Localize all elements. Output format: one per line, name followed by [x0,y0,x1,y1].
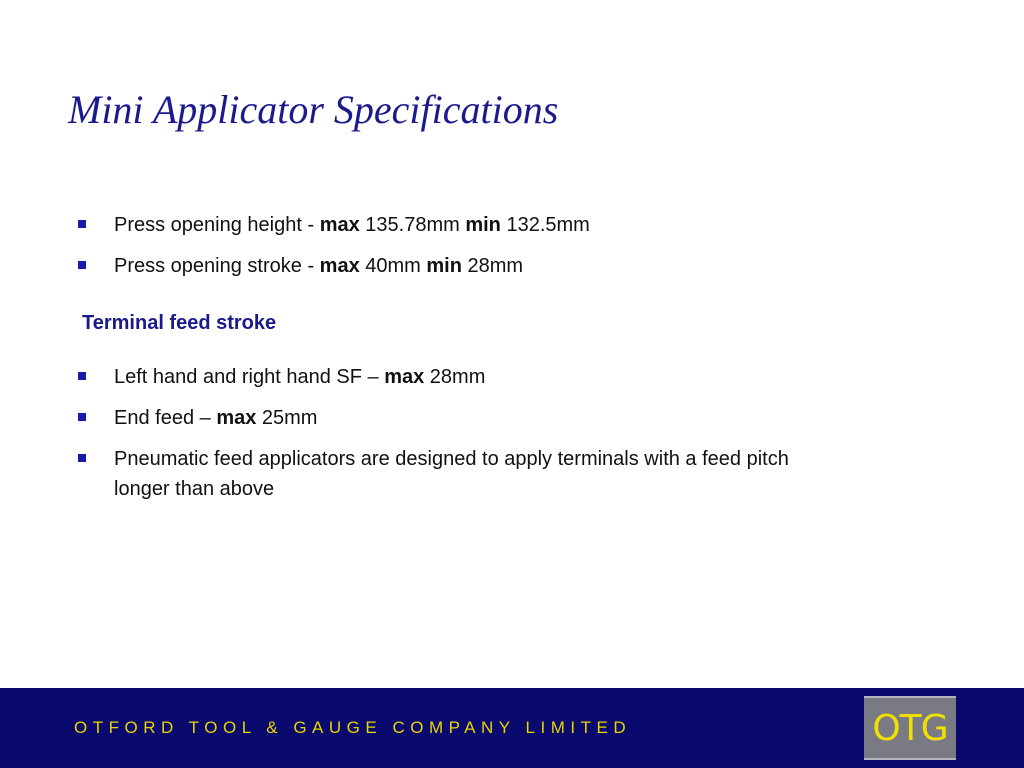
spec-label: Press opening height - [114,214,320,236]
square-bullet-icon [78,261,86,269]
square-bullet-icon [78,413,86,421]
press-spec-list [78,210,838,292]
feed-spec-list [78,362,838,515]
spec-label: Left hand and right hand SF – [114,366,385,388]
max-label: max [384,366,425,388]
slide-title: Mini Applicator Specifications [68,87,559,132]
list-item-end-feed [78,403,838,433]
company-name: OTFORD TOOL & GAUGE COMPANY LIMITED [74,718,632,737]
max-value: 25mm [256,407,318,429]
max-value: 135.78mm [359,214,466,236]
max-value: 28mm [424,366,486,388]
list-item-side-feed [78,362,838,392]
square-bullet-icon [78,454,86,462]
list-item-press-opening-stroke [78,251,838,281]
square-bullet-icon [78,372,86,380]
square-bullet-icon [78,220,86,228]
spec-label: End feed – [114,407,217,429]
spec-text: Pneumatic feed applicators are designed to apply terminals with a feed pitch longer than above [114,448,789,500]
min-label: min [465,214,501,236]
max-label: max [319,255,360,277]
max-label: max [216,407,257,429]
min-value: 28mm [461,255,524,277]
logo-text: OTG [872,707,948,749]
min-value: 132.5mm [500,214,590,236]
section-heading: Terminal feed stroke [82,312,277,334]
list-item-press-opening-height [78,210,838,240]
list-item-pneumatic-feed [78,444,838,504]
spec-label: Press opening stroke - [114,255,320,277]
footer-bar [0,688,1024,768]
max-label: max [319,214,360,236]
min-label: min [426,255,462,277]
max-value: 40mm [359,255,427,277]
otg-logo [864,696,956,760]
